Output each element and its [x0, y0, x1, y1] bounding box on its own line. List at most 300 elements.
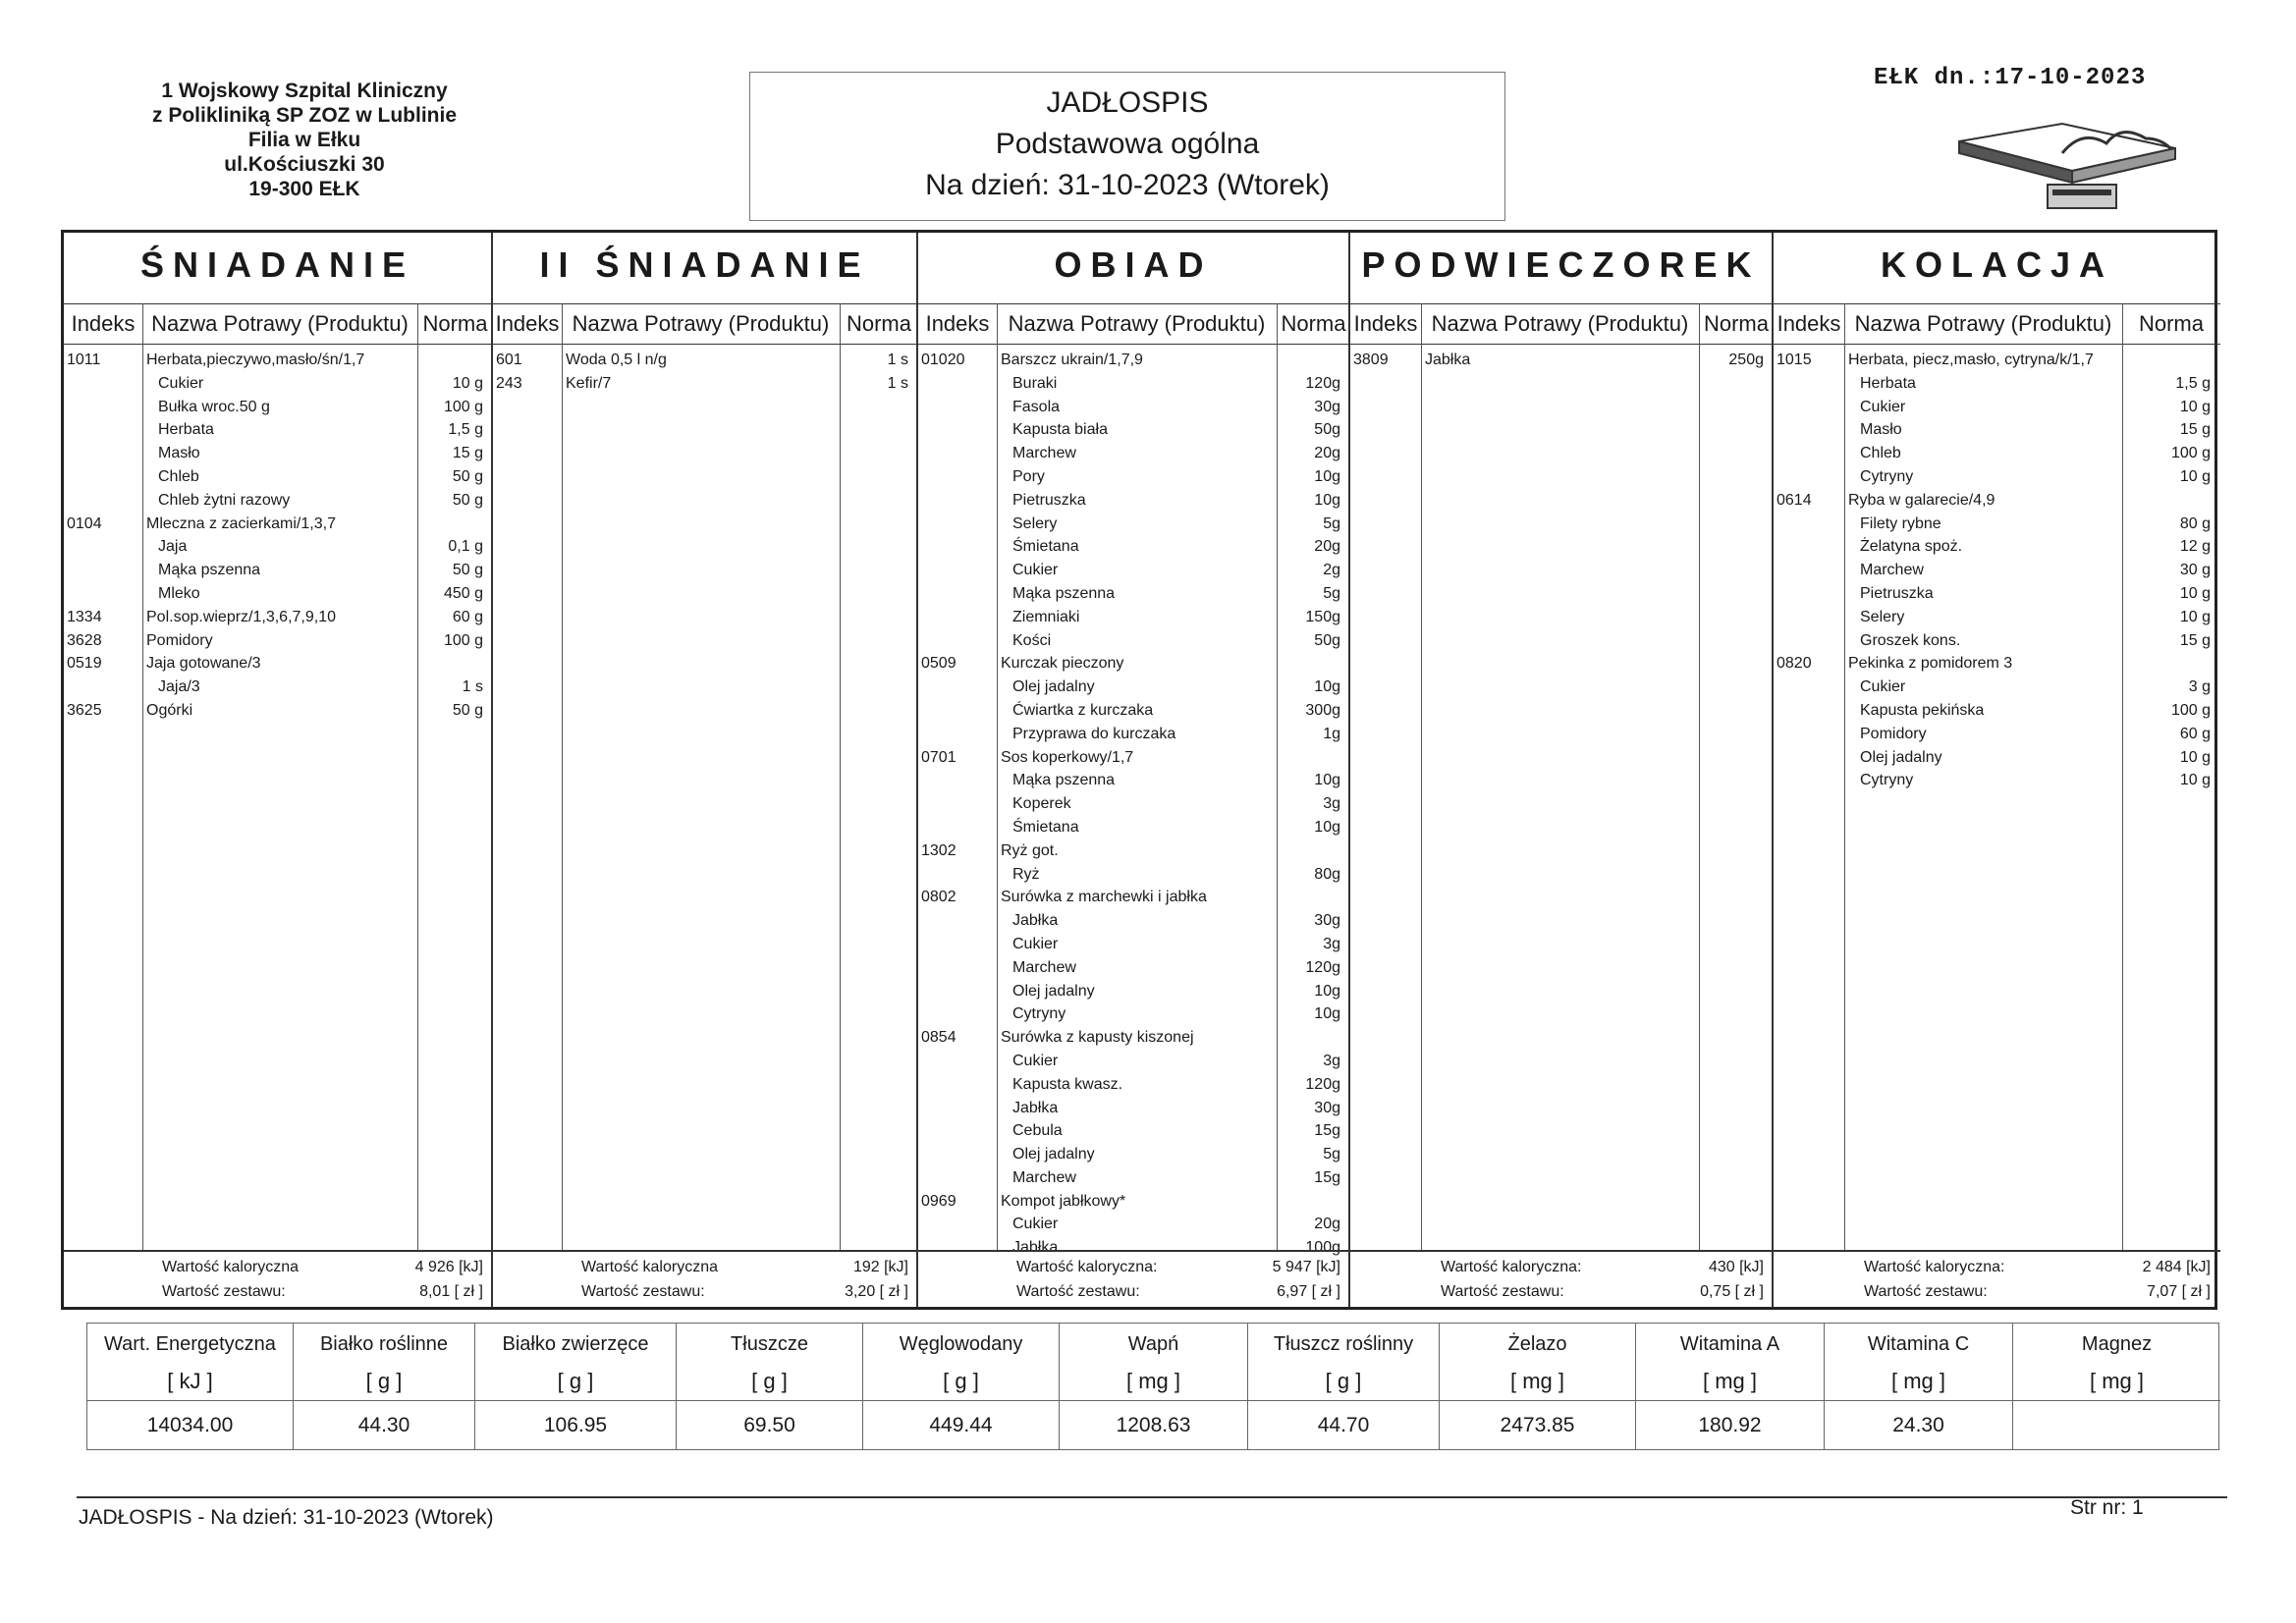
item-name: Żelatyna spoż. [1860, 538, 1963, 556]
item-index: 0104 [67, 514, 102, 532]
column-header-norm: Norma [846, 311, 911, 336]
item-norm: 10g [1314, 678, 1340, 696]
list-item [918, 1073, 1348, 1097]
item-norm: 0,1 g [448, 538, 483, 556]
summary-column [1060, 1324, 1248, 1449]
summary-value: 69.50 [743, 1414, 795, 1436]
item-norm: 20g [1314, 1216, 1340, 1233]
list-item [918, 372, 1348, 396]
item-norm: 300g [1305, 701, 1340, 719]
item-name: Selery [1860, 608, 1905, 625]
summary-column [87, 1324, 294, 1449]
item-index: 3625 [67, 701, 102, 719]
item-name: Jaja/3 [158, 678, 200, 696]
list-item [918, 418, 1348, 442]
list-item [1774, 349, 2220, 372]
list-item [918, 396, 1348, 419]
item-name: Olej jadalny [1860, 748, 1942, 766]
list-item [64, 465, 491, 489]
list-item [918, 1143, 1348, 1166]
summary-label: Białko roślinne [319, 1333, 449, 1355]
set-cost-label: Wartość zestawu: [1864, 1283, 1988, 1300]
item-name: Surówka z marchewki i jabłka [1001, 889, 1207, 906]
item-name: Pomidory [146, 631, 213, 649]
item-name: Masło [158, 445, 200, 462]
list-item [1774, 442, 2220, 465]
item-norm: 30 g [2179, 562, 2211, 579]
item-norm: 100g [1305, 1239, 1340, 1257]
meal-column [493, 233, 918, 1307]
column-header-index: Indeks [1777, 311, 1841, 336]
list-item [918, 535, 1348, 559]
column-header-row [64, 303, 491, 345]
item-name: Buraki [1012, 374, 1058, 392]
item-norm: 100 g [443, 631, 483, 649]
list-item [918, 349, 1348, 372]
item-norm: 80g [1314, 865, 1340, 883]
item-name: Marchew [1012, 1168, 1076, 1186]
column-header-row [918, 303, 1348, 345]
calorie-value-label: Wartość kaloryczna [162, 1259, 299, 1275]
set-cost-label: Wartość zestawu: [162, 1283, 286, 1300]
item-name: Chleb [158, 467, 199, 485]
item-name: Mąka pszenna [158, 562, 261, 579]
list-item [493, 349, 916, 372]
menu-date: Na dzień: 31-10-2023 (Wtorek) [925, 169, 1330, 201]
item-index: 0820 [1777, 655, 1812, 673]
item-name: Ćwiartka z kurczaka [1012, 701, 1154, 719]
list-item [918, 1026, 1348, 1050]
item-norm: 10g [1314, 1005, 1340, 1023]
item-norm: 3g [1323, 1052, 1340, 1069]
item-name: Kompot jabłkowy* [1001, 1192, 1126, 1210]
page-title: JADŁOSPIS [1046, 86, 1209, 119]
column-header-row [493, 303, 916, 345]
item-norm: 15 g [2179, 631, 2211, 649]
set-cost [1774, 1279, 2220, 1305]
list-item [64, 442, 491, 465]
item-name: Jabłka [1012, 1239, 1059, 1257]
org-line: 19-300 EŁK [248, 178, 360, 200]
item-name: Kefir/7 [566, 374, 612, 392]
item-name: Jaja [158, 538, 188, 556]
summary-label: Wart. Energetyczna [104, 1333, 276, 1355]
summary-unit: [ g ] [1248, 1363, 1439, 1401]
list-item [64, 418, 491, 442]
item-name: Selery [1012, 514, 1058, 532]
list-item [918, 1050, 1348, 1073]
list-item [64, 559, 491, 582]
item-name: Herbata,pieczywo,masło/śn/1,7 [146, 352, 365, 368]
summary-label: Tłuszcze [731, 1333, 808, 1355]
list-item [1774, 746, 2220, 770]
item-norm: 50 g [452, 467, 483, 485]
list-item [918, 863, 1348, 887]
item-index: 601 [496, 352, 522, 368]
meal-rows [1774, 349, 2220, 792]
item-name: Olej jadalny [1012, 678, 1095, 696]
set-cost [64, 1279, 491, 1305]
summary-column [1825, 1324, 2013, 1449]
item-name: Marchew [1860, 562, 1924, 579]
set-cost [493, 1279, 916, 1305]
item-name: Cytryny [1860, 772, 1914, 789]
item-name: Surówka z kapusty kiszonej [1001, 1029, 1194, 1047]
list-item [918, 886, 1348, 909]
column-header-row [1774, 303, 2220, 345]
meal-column [1350, 233, 1774, 1307]
nutrition-summary [86, 1323, 2219, 1450]
item-name: Cukier [1012, 562, 1059, 579]
list-item [918, 909, 1348, 933]
item-name: Herbata [158, 421, 214, 439]
summary-column [677, 1324, 863, 1449]
item-norm: 1,5 g [2175, 374, 2211, 392]
item-norm: 15g [1314, 1168, 1340, 1186]
list-item [918, 699, 1348, 723]
list-item [1774, 465, 2220, 489]
summary-label: Tłuszcz roślinny [1273, 1333, 1414, 1355]
list-item [64, 372, 491, 396]
summary-value: 44.70 [1317, 1414, 1370, 1436]
org-line: Filia w Ełku [247, 129, 361, 151]
list-item [918, 746, 1348, 770]
calorie-value-amount: 2 484 [kJ] [2142, 1259, 2211, 1275]
meal-totals [493, 1250, 916, 1307]
item-index: 3809 [1353, 352, 1389, 368]
item-norm: 10g [1314, 772, 1340, 789]
list-item [64, 699, 491, 723]
item-norm: 12 g [2179, 538, 2211, 556]
item-name: Cukier [1860, 678, 1906, 696]
summary-unit: [ g ] [677, 1363, 862, 1401]
item-name: Kości [1012, 631, 1052, 649]
summary-column [475, 1324, 677, 1449]
column-header-norm: Norma [1703, 311, 1769, 336]
set-cost-label: Wartość zestawu: [1441, 1283, 1564, 1300]
item-name: Bułka wroc.50 g [158, 398, 270, 415]
meal-totals [1774, 1250, 2220, 1307]
item-norm: 15g [1314, 1122, 1340, 1140]
item-norm: 1 s [462, 678, 483, 696]
item-index: 1302 [921, 841, 957, 859]
item-name: Cukier [1012, 935, 1059, 952]
item-index: 0854 [921, 1029, 957, 1047]
item-norm: 450 g [443, 584, 483, 602]
set-cost-label: Wartość zestawu: [1016, 1283, 1140, 1300]
meal-column [64, 233, 493, 1307]
column-header-row [1350, 303, 1772, 345]
column-divider [1699, 303, 1700, 1250]
list-item [918, 723, 1348, 746]
item-name: Mleczna z zacierkami/1,3,7 [146, 514, 336, 532]
summary-value: 180.92 [1698, 1414, 1762, 1436]
summary-label: Magnez [2081, 1333, 2153, 1355]
summary-label: Witamina A [1679, 1333, 1780, 1355]
item-name: Sos koperkowy/1,7 [1001, 748, 1134, 766]
calorie-value-label: Wartość kaloryczna [581, 1259, 718, 1275]
list-item [64, 396, 491, 419]
item-name: Olej jadalny [1012, 1146, 1095, 1163]
diet-name: Podstawowa ogólna [995, 128, 1260, 160]
list-item [918, 513, 1348, 536]
list-item [64, 582, 491, 606]
list-item [918, 676, 1348, 699]
item-norm: 50 g [452, 701, 483, 719]
title-box [749, 72, 1505, 221]
item-norm: 100 g [2170, 701, 2211, 719]
set-cost [918, 1279, 1348, 1305]
item-norm: 50 g [452, 562, 483, 579]
summary-unit: [ mg ] [1060, 1363, 1247, 1401]
meal-title: PODWIECZOREK [1361, 244, 1761, 285]
list-item [918, 792, 1348, 816]
summary-value: 44.30 [357, 1414, 410, 1436]
item-norm: 10 g [2179, 608, 2211, 625]
item-norm: 10 g [452, 374, 483, 392]
footer-title: JADŁOSPIS - Na dzień: 31-10-2023 (Wtorek) [79, 1506, 494, 1529]
item-norm: 1 s [887, 374, 908, 392]
list-item [1774, 418, 2220, 442]
summary-column [1248, 1324, 1440, 1449]
item-name: Woda 0,5 l n/g [566, 352, 667, 368]
item-name: Fasola [1012, 398, 1061, 415]
summary-unit: [ g ] [294, 1363, 474, 1401]
list-item [1774, 652, 2220, 676]
list-item [918, 980, 1348, 1003]
summary-column [863, 1324, 1060, 1449]
list-item [1774, 629, 2220, 653]
item-norm: 1,5 g [448, 421, 483, 439]
calorie-value-amount: 430 [kJ] [1708, 1259, 1764, 1275]
item-norm: 60 g [452, 608, 483, 625]
item-name: Chleb żytni razowy [158, 491, 291, 509]
list-item [64, 629, 491, 653]
summary-unit: [ g ] [863, 1363, 1059, 1401]
item-norm: 2g [1323, 562, 1340, 579]
summary-label: Żelazo [1507, 1333, 1567, 1355]
meal-totals [1350, 1250, 1772, 1307]
item-name: Pekinka z pomidorem 3 [1848, 655, 2013, 673]
item-index: 3628 [67, 631, 102, 649]
set-cost-amount: 3,20 [ zł ] [845, 1283, 908, 1300]
meal-title: ŚNIADANIE [139, 244, 415, 285]
item-norm: 50g [1314, 631, 1340, 649]
item-name: Pory [1012, 467, 1045, 485]
list-item [1774, 372, 2220, 396]
meal-rows [493, 349, 916, 396]
summary-column [1636, 1324, 1825, 1449]
column-divider [1421, 303, 1422, 1250]
item-name: Pol.sop.wieprz/1,3,6,7,9,10 [146, 608, 337, 625]
item-name: Barszcz ukrain/1,7,9 [1001, 352, 1143, 368]
item-name: Ryż got. [1001, 841, 1059, 859]
meal-column [918, 233, 1350, 1307]
item-name: Marchew [1012, 958, 1076, 976]
print-date: EŁK dn.:17-10-2023 [1874, 65, 2147, 91]
item-norm: 1g [1323, 725, 1340, 742]
book-logo-icon [1954, 114, 2180, 212]
summary-label: Wapń [1127, 1333, 1179, 1355]
meal-title: KOLACJA [1880, 244, 2113, 285]
item-name: Cukier [1012, 1216, 1059, 1233]
column-header-name: Nazwa Potrawy (Produktu) [1854, 311, 2112, 336]
item-name: Marchew [1012, 445, 1076, 462]
item-norm: 5g [1323, 584, 1340, 602]
list-item [1774, 699, 2220, 723]
item-name: Jabłka [1012, 912, 1059, 930]
item-norm: 3g [1323, 795, 1340, 813]
list-item [1774, 489, 2220, 513]
item-index: 0701 [921, 748, 957, 766]
set-cost-amount: 6,97 [ zł ] [1277, 1283, 1340, 1300]
list-item [918, 1097, 1348, 1120]
summary-label: Białko zwierzęce [502, 1333, 649, 1355]
column-header-index: Indeks [495, 311, 560, 336]
calorie-value-label: Wartość kaloryczna: [1016, 1259, 1158, 1275]
item-norm: 30g [1314, 912, 1340, 930]
summary-column [1440, 1324, 1636, 1449]
column-header-norm: Norma [422, 311, 488, 336]
meal-rows [1350, 349, 1772, 372]
set-cost [1350, 1279, 1772, 1305]
summary-column [2013, 1324, 2220, 1449]
item-norm: 10g [1314, 491, 1340, 509]
item-norm: 15 g [2179, 421, 2211, 439]
item-norm: 30g [1314, 1099, 1340, 1116]
list-item [918, 1213, 1348, 1236]
item-norm: 10 g [2179, 467, 2211, 485]
page-number: Str nr: 1 [2070, 1496, 2144, 1519]
list-item [918, 1166, 1348, 1190]
list-item [64, 489, 491, 513]
summary-label: Witamina C [1867, 1333, 1970, 1355]
item-name: Ryba w galarecie/4,9 [1848, 491, 1995, 509]
item-index: 01020 [921, 352, 965, 368]
item-name: Mleko [158, 584, 200, 602]
list-item [1350, 349, 1772, 372]
list-item [1774, 769, 2220, 792]
item-name: Pomidory [1860, 725, 1927, 742]
item-name: Pietruszka [1860, 584, 1934, 602]
item-norm: 20g [1314, 538, 1340, 556]
item-name: Cebula [1012, 1122, 1063, 1140]
calorie-value [1774, 1255, 2220, 1280]
list-item [1774, 606, 2220, 629]
item-name: Ryż [1012, 865, 1040, 883]
list-item [1774, 513, 2220, 536]
org-line: ul.Kościuszki 30 [224, 153, 385, 176]
item-norm: 100 g [2170, 445, 2211, 462]
item-norm: 120g [1305, 374, 1340, 392]
item-norm: 20g [1314, 445, 1340, 462]
summary-unit: [ kJ ] [87, 1363, 293, 1401]
calorie-value-amount: 5 947 [kJ] [1272, 1259, 1340, 1275]
item-name: Cytryny [1860, 467, 1914, 485]
summary-label: Węglowodany [899, 1333, 1023, 1355]
list-item [1774, 582, 2220, 606]
item-name: Herbata, piecz,masło, cytryna/k/1,7 [1848, 352, 2094, 368]
column-header-index: Indeks [925, 311, 990, 336]
item-norm: 10 g [2179, 772, 2211, 789]
org-line: 1 Wojskowy Szpital Kliniczny [161, 80, 448, 102]
meal-totals [918, 1250, 1348, 1307]
item-norm: 10 g [2179, 398, 2211, 415]
column-divider [562, 303, 563, 1250]
item-norm: 60 g [2179, 725, 2211, 742]
list-item [918, 956, 1348, 980]
list-item [1774, 723, 2220, 746]
item-norm: 10g [1314, 818, 1340, 836]
calorie-value-amount: 192 [kJ] [852, 1259, 908, 1275]
column-header-name: Nazwa Potrawy (Produktu) [1431, 311, 1689, 336]
calorie-value-label: Wartość kaloryczna: [1864, 1259, 2005, 1275]
list-item [1774, 559, 2220, 582]
set-cost-amount: 7,07 [ zł ] [2147, 1283, 2211, 1300]
item-norm: 120g [1305, 1075, 1340, 1093]
list-item [64, 349, 491, 372]
meal-totals [64, 1250, 491, 1307]
item-index: 0509 [921, 655, 957, 673]
item-norm: 3 g [2188, 678, 2211, 696]
meal-title: OBIAD [1054, 244, 1213, 285]
item-index: 1011 [67, 352, 101, 368]
hospital-address [118, 79, 491, 201]
item-norm: 10 g [2179, 748, 2211, 766]
item-norm: 10 g [2179, 584, 2211, 602]
item-norm: 5g [1323, 1146, 1340, 1163]
summary-unit: [ mg ] [2013, 1363, 2220, 1401]
item-name: Olej jadalny [1012, 982, 1095, 1000]
list-item [918, 816, 1348, 839]
list-item [918, 1119, 1348, 1143]
item-norm: 120g [1305, 958, 1340, 976]
summary-value: 106.95 [543, 1414, 608, 1436]
calorie-value [64, 1255, 491, 1280]
item-norm: 100 g [443, 398, 483, 415]
item-name: Filety rybne [1860, 514, 1941, 532]
item-name: Jabłka [1012, 1099, 1059, 1116]
summary-value: 2473.85 [1500, 1414, 1575, 1436]
summary-value: 24.30 [1892, 1414, 1944, 1436]
item-name: Kapusta kwasz. [1012, 1075, 1123, 1093]
list-item [1774, 535, 2220, 559]
list-item [1774, 396, 2220, 419]
column-header-index: Indeks [1353, 311, 1418, 336]
item-name: Mąka pszenna [1012, 584, 1116, 602]
item-name: Jabłka [1425, 352, 1471, 368]
meals-table [61, 230, 2217, 1310]
list-item [918, 629, 1348, 653]
list-item [1774, 676, 2220, 699]
item-norm: 10g [1314, 982, 1340, 1000]
summary-value: 449.44 [929, 1414, 993, 1436]
item-norm: 3g [1323, 935, 1340, 952]
list-item [918, 1002, 1348, 1026]
list-item [493, 372, 916, 396]
list-item [918, 582, 1348, 606]
item-name: Śmietana [1012, 818, 1079, 836]
item-norm: 10g [1314, 467, 1340, 485]
item-norm: 80 g [2179, 514, 2211, 532]
item-name: Masło [1860, 421, 1902, 439]
item-name: Cukier [1860, 398, 1906, 415]
item-norm: 50 g [452, 491, 483, 509]
list-item [918, 489, 1348, 513]
item-name: Koperek [1012, 795, 1071, 813]
item-norm: 30g [1314, 398, 1340, 415]
set-cost-label: Wartość zestawu: [581, 1283, 705, 1300]
